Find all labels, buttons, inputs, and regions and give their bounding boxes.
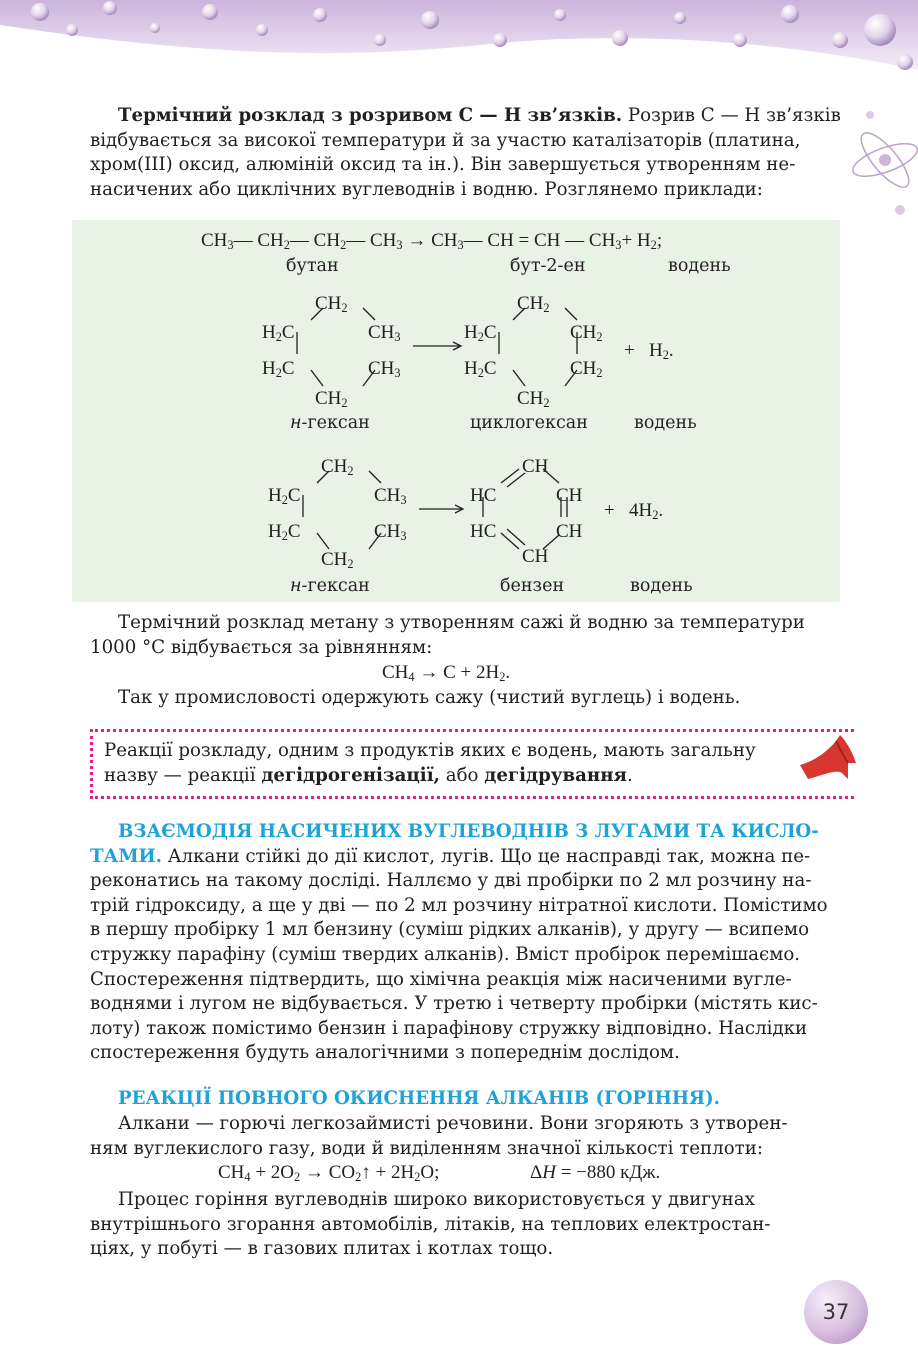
cyclohexane-top-group: $CH_2$: [517, 293, 550, 316]
methane-equation: $CH_4 \to C + 2H_2$.: [382, 662, 511, 685]
intro-paragraph: Термічний розклад з розривом С — Н зв’язків. Розрив С — Н зв’язків відбувається за високої температури й за участю каталізаторів (платина, хром(ІІІ) оксид, алюміній оксид та ін.). Він завершується утворенням не- насичених або циклічних вуглеводнів і водню. Розглянемо приклади:: [90, 105, 841, 200]
cyclohexane-right-group-2: $CH_2$: [570, 358, 603, 381]
cyclohexane-bottom-group: $CH_2$: [517, 388, 550, 411]
hexane2-bottom-group: $CH_2$: [321, 549, 354, 572]
section-heading-1: ВЗАЄМОДІЯ НАСИЧЕНИХ ВУГЛЕВОДНІВ З ЛУГАМИ ТА КИСЛО-: [118, 821, 819, 842]
label-n-hexane-2: н-гексан: [290, 576, 370, 596]
section-heading-2: РЕАКЦІЇ ПОВНОГО ОКИСНЕННЯ АЛКАНІВ (ГОРІННЯ).: [118, 1088, 720, 1109]
atom-decoration-icon: [840, 95, 918, 225]
hexane-right-group-2: $CH_3$: [368, 358, 401, 381]
cyclohexane-right-group-1: $CH_2$: [570, 322, 603, 345]
hexane2-left-group-1: $H_2C$: [268, 485, 301, 508]
hexane2-left-group-2: $H_2C$: [268, 521, 301, 544]
hexane2-top-group: $CH_2$: [321, 456, 354, 479]
label-hydrogen-3: водень: [630, 576, 693, 596]
definition-note-text: Реакції розкладу, одним з продуктів яких є водень, мають загальну назву — реакції дегідрогенізації, або дегідрування.: [104, 740, 756, 786]
butane-dehydrogenation-equation: $CH_3—$ $CH_2—$ $CH_2—$ $CH_3$ → $CH_3—$ CH = CH — $CH_3+ H_2$;: [201, 230, 663, 253]
page-number: 37: [804, 1280, 868, 1344]
structure-bonds-2: [255, 290, 675, 410]
combustion-equation: $CH_4 + 2O_2$ → $CO_2↑ + 2H_2O$;: [218, 1162, 440, 1185]
hydrogen-product-3: + $4H_2$.: [604, 500, 664, 523]
red-arrow-bookmark-icon: [796, 733, 862, 783]
combustion-usage-paragraph: Процес горіння вуглеводнів широко використовується у двигунах внутрішнього згорання автомобілів, літаків, на теплових електростан- ціях, у побуті — в газових плитах і котлах тощо.: [90, 1189, 771, 1260]
hexane-left-group-2: $H_2C$: [262, 358, 295, 381]
hexane2-right-group-2: $CH_3$: [374, 521, 407, 544]
hexane-top-group: $CH_2$: [315, 293, 348, 316]
benzene-right-group-2: CH: [556, 521, 583, 542]
methane-decomposition-paragraph: Термічний розклад метану з утворенням сажі й водню за температури 1000 °С відбувається за рівнянням:: [90, 612, 805, 658]
label-benzene: бензен: [500, 576, 565, 596]
alkanes-acids-alkalis-section: ВЗАЄМОДІЯ НАСИЧЕНИХ ВУГЛЕВОДНІВ З ЛУГАМИ ТА КИСЛО- ТАМИ. Алкани стійкі до дії кислот, лугів. Що це насправді так, можна пе- реконатись на такому досліді. Наллємо у дві пробірки по 2 мл розчину на- трій гідроксиду, а ще у дві — по 2 мл розчину нітратної кислоти. Помістимо в першу пробірку 1 мл бензину (суміш рідких алканів), у другу — всипемо стружку парафіну (суміш твердих алканів). Вміст пробірок перемішаємо. Спостереження підтвердить, що хімічна реакція між насиченими вугле- воднями і лугом не відбувається. У третю і четверту пробірки (містять кис- лоту) також помістимо бензин і парафінову стружку відповідно. Наслідки спостереження будуть аналогічними з попереднім дослідом.: [90, 821, 828, 1064]
label-butene: бут-2-ен: [510, 256, 586, 276]
label-hydrogen-2: водень: [634, 413, 697, 433]
enthalpy-value: ΔH = −880 кДж.: [530, 1162, 661, 1183]
hydrogen-product-2: + $H_2$.: [624, 340, 674, 363]
benzene-left-group-2: HC: [470, 521, 497, 542]
bold-lead: Термічний розклад з розривом С — Н зв’язків.: [118, 105, 623, 126]
benzene-right-group-1: CH: [556, 485, 583, 506]
hexane-left-group-1: $H_2C$: [262, 322, 295, 345]
benzene-left-group-1: HC: [470, 485, 497, 506]
soot-production-sentence: Так у промисловості одержують сажу (чистий вуглець) і водень.: [118, 687, 741, 708]
combustion-paragraph: Алкани — горючі легкозаймисті речовини. Вони згоряють з утворен- ням вуглекислого газу, води й виділенням значної кількості теплоти:: [90, 1113, 788, 1159]
label-cyclohexane: циклогексан: [470, 413, 588, 433]
label-hydrogen: водень: [668, 256, 731, 276]
hexane2-right-group-1: $CH_3$: [374, 485, 407, 508]
hexane-bottom-group: $CH_2$: [315, 388, 348, 411]
cyclohexane-left-group-1: $H_2C$: [464, 322, 497, 345]
benzene-top-group: CH: [522, 456, 549, 477]
label-n-hexane-1: н-гексан: [290, 413, 370, 433]
term-dehydration: дегідрування: [484, 764, 627, 786]
cyclohexane-left-group-2: $H_2C$: [464, 358, 497, 381]
label-butane: бутан: [286, 256, 339, 276]
hexane-right-group-1: $CH_3$: [368, 322, 401, 345]
term-dehydrogenation: дегідрогенізації,: [261, 764, 440, 786]
decorative-header-bubbles: [0, 0, 918, 95]
benzene-bottom-group: CH: [522, 546, 549, 567]
